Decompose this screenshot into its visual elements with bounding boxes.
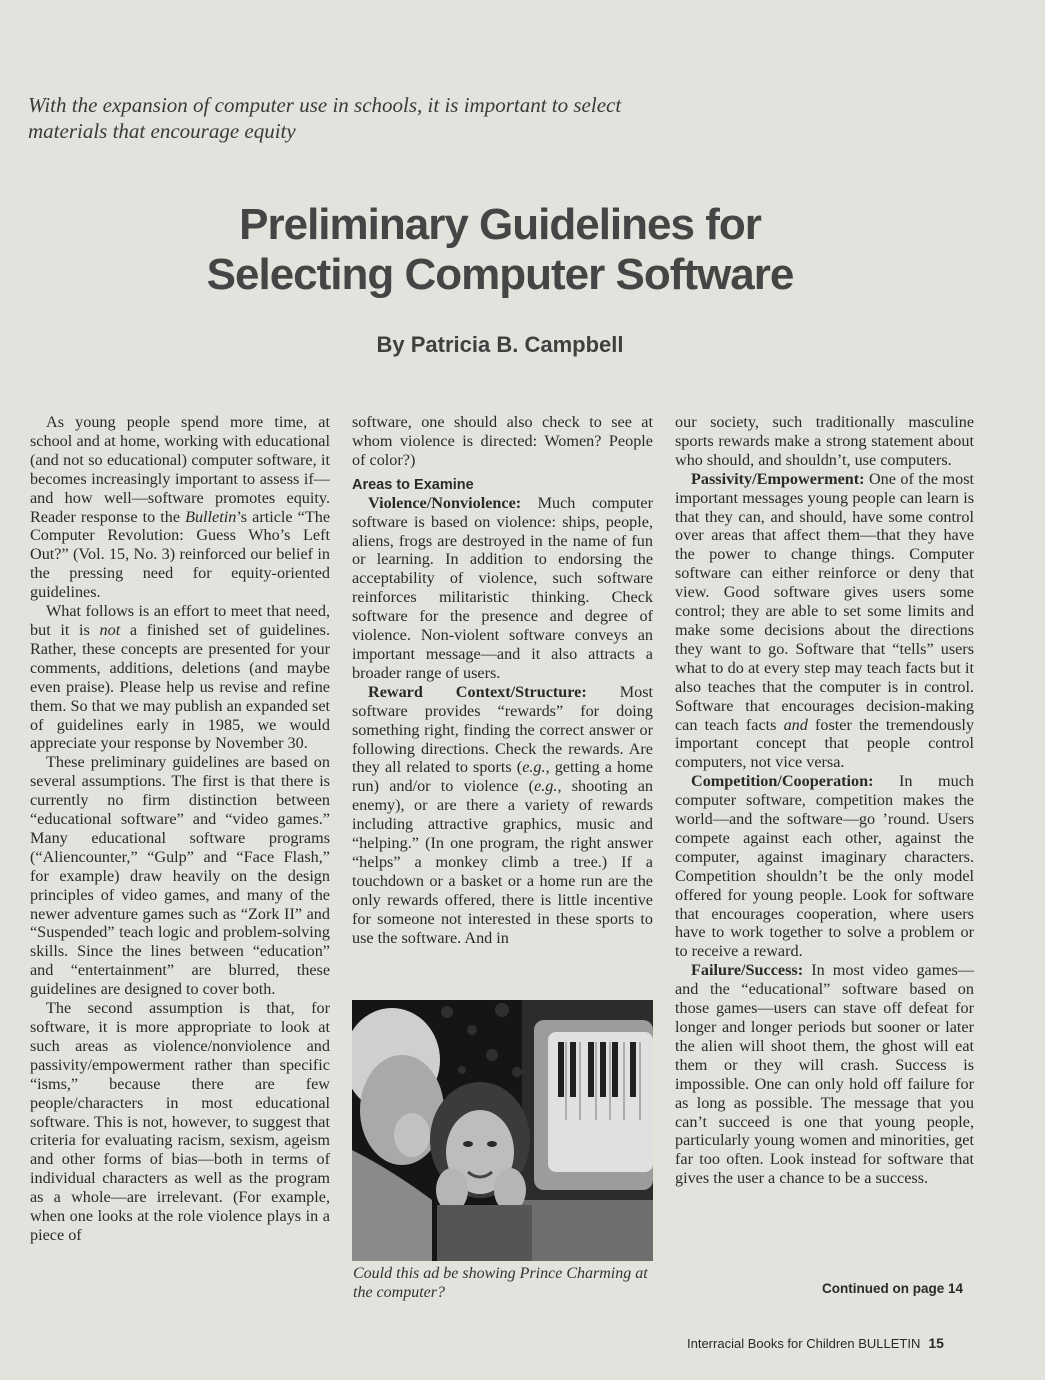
- text-column-1: [30, 413, 330, 1245]
- headline-line-1: Preliminary Guidelines for: [239, 200, 761, 249]
- paragraph: The second assumption is that, for software, it is more appropriate to look at such areas as violence/nonviolence and passivity/empowerment rather than specific “isms,” because there are few people/characters in most educational software. This is not, however, to suggest that criteria for evaluating racism, sexism, ageism and other forms of bias—both in terms of individual characters as well as the program as a whole—are irrelevant. (For example, when one looks at the role violence plays in a piece of: [30, 999, 330, 1244]
- section-subhead: Areas to Examine: [352, 476, 474, 493]
- run-in-head: Passivity/Empowerment:: [691, 469, 865, 488]
- photo-children-at-computer: [352, 1000, 653, 1261]
- continued-note: Continued on page 14: [822, 1281, 964, 1296]
- paragraph: What follows is an effort to meet that need, but it is not a finished set of guidelines. Rather, these concepts are presented for your comments, additions, deletions (and maybe even praise). Please help us revise and refine them. So that we may publish an expanded set of guidelines early in 1985, we would appreciate your response by November 30.: [30, 602, 331, 753]
- article-headline: [150, 200, 850, 300]
- text-column-2: [352, 413, 653, 947]
- paragraph: software, one should also check to see at whom violence is directed: Women? People of color?): [352, 413, 653, 469]
- article-kicker: With the expansion of computer use in schools, it is important to select materials that encourage equity: [28, 93, 622, 143]
- byline: By Patricia B. Campbell: [376, 332, 624, 357]
- run-in-head: Competition/Cooperation:: [691, 772, 874, 791]
- paragraph: Competition/Cooperation: In much computer software, competition makes the world—and the software—go ’round. Users compete against each other, against the computer, against imaginary characters. Competition shouldn’t be the only model offered for young people. Look for software that encourages cooperation, where users have to work together to solve a problem or to receive a reward.: [675, 772, 974, 961]
- run-in-head: Reward Context/Structure:: [368, 682, 587, 701]
- paragraph: our society, such traditionally masculine sports rewards make a strong statement about who should, and shouldn’t, use computers.: [675, 413, 974, 469]
- paragraph: Passivity/Empowerment: One of the most important messages young people can learn is that they can, and should, have some control over areas that affect them—that they have the power to change things. Computer software can either reinforce or deny that view. Good software gives users some control; they are able to set some limits and make some decisions about the directions they want to go. Software that “tells” users what to do at every step may teach facts but it also teaches that the computer is in control. Software that encourages decision-making can teach facts and foster the tremendously important concept that people control computers, not vice versa.: [675, 469, 975, 772]
- run-in-head: Failure/Success:: [691, 961, 804, 980]
- text-column-3: [675, 413, 974, 1188]
- paragraph: Violence/Nonviolence: Much computer software is based on violence: ships, people, aliens, frogs are destroyed in the name of fun or learning. In addition to endorsing the acceptability of violence, such software reinforces militaristic thinking. Check software for the presence and degree of violence. Non-violent software conveys an important message—and it also attracts a broader range of users.: [352, 493, 653, 682]
- photo-caption: Could this ad be showing Prince Charming at the computer?: [353, 1265, 648, 1301]
- page-footer: [687, 1335, 944, 1351]
- headline-line-2: Selecting Computer Software: [206, 250, 794, 299]
- paragraph: These preliminary guidelines are based on several assumptions. The first is that there is currently no firm distinction between “educational software” and “video games.” Many educational software programs (“Aliencounter,” “Gulp” and “Face Flash,” for example) draw heavily on the design principles of video games, and many of the newer adventure games such as “Zork II” and “Suspended” teach logic and problem-solving skills. Since the lines between “education” and “entertainment” are blurred, these guidelines are designed to cover both.: [30, 753, 330, 999]
- paragraph: Failure/Success: In most video games—and the “educational” software based on those games—users can stave off defeat for longer and longer periods but sooner or later the alien will shoot them, the ghost will eat them or they will crash. Success is impossible. One can only hold off failure for as long as possible. The message that you can’t succeed is one that young people, particularly young women and minorities, get far too often. Look instead for software that gives the user a chance to be a success.: [675, 961, 974, 1188]
- publication-name: Interracial Books for Children BULLETIN: [687, 1336, 921, 1351]
- page-number: 15: [928, 1335, 944, 1351]
- run-in-head: Violence/Nonviolence:: [368, 493, 522, 512]
- paragraph: Reward Context/Structure: Most software provides “rewards” for doing something right, finding the correct answer or following directions. Check the rewards. Are they all related to sports (e.g., getting a home run) and/or to violence (e.g., shooting an enemy), or are there a variety of rewards including attractive graphics, music and “helping.” (In one program, the right answer “helps” a monkey climb a tree.) If a touchdown or a basket or a home run are the only rewards offered, there is little incentive for someone not interested in these sports to use the software. And in: [352, 682, 654, 947]
- paragraph: As young people spend more time, at school and at home, working with educational (and not so educational) computer software, it becomes increasingly important to assess if—and how well—software promotes equity. Reader response to the Bulletin’s article “The Computer Revolution: Guess Who’s Left Out?” (Vol. 15, No. 3) reinforced our belief in the pressing need for equity-oriented guidelines.: [30, 413, 331, 602]
